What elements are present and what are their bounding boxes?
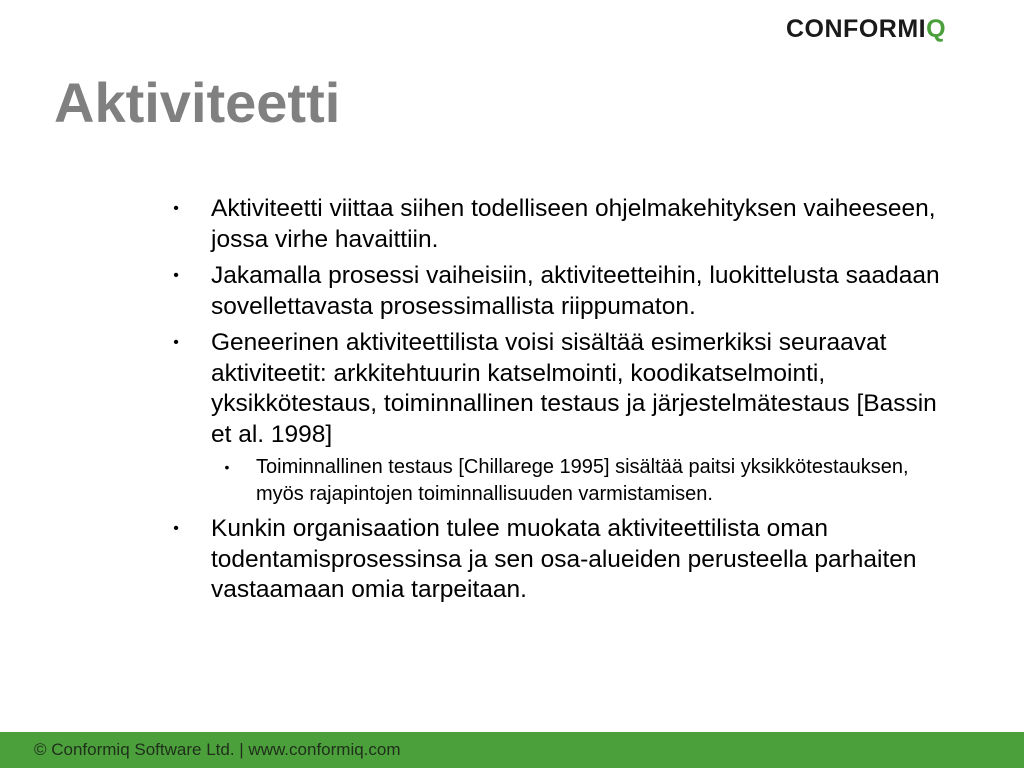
slide-title: Aktiviteetti bbox=[54, 71, 341, 134]
footer-copyright: © Conformiq Software Ltd. | www.conformiq.com bbox=[34, 740, 401, 759]
bullet-item bbox=[170, 194, 950, 255]
bullet-dot: • bbox=[173, 520, 179, 537]
bullet-item bbox=[170, 261, 950, 322]
bullet-item bbox=[170, 514, 950, 606]
footer-bar bbox=[0, 732, 1024, 768]
sub-bullet-item bbox=[211, 454, 950, 508]
logo-accent-letter: Q bbox=[926, 15, 947, 43]
logo-text: CONFORMI bbox=[786, 15, 927, 43]
sub-bullet-text: Toiminnallinen testaus [Chillarege 1995] sisältää paitsi yksikkötestauksen, myös rajapintojen toiminnallisuuden varmistamisen. bbox=[256, 456, 909, 505]
bullet-dot: • bbox=[173, 200, 179, 217]
bullet-text: Kunkin organisaation tulee muokata aktiviteettilista oman todentamisprosessinsa ja sen osa-alueiden perusteella parhaiten vastaamaan omia tarpeitaan. bbox=[211, 515, 917, 603]
bullet-dot: • bbox=[173, 334, 179, 351]
bullet-text: Geneerinen aktiviteettilista voisi sisältää esimerkiksi seuraavat aktiviteetit: arkkitehtuurin katselmointi, koodikatselmointi, yksikkötestaus, toiminnallinen testaus ja järjestelmätestaus [Bassin et al. 1998] bbox=[211, 329, 937, 448]
bullet-dot: • bbox=[173, 267, 179, 284]
bullet-text: Aktiviteetti viittaa siihen todelliseen ohjelmakehityksen vaiheeseen, jossa virhe havaittiin. bbox=[211, 195, 936, 253]
bullet-item bbox=[170, 328, 950, 450]
bullet-text: Jakamalla prosessi vaiheisiin, aktiviteetteihin, luokittelusta saadaan sovellettavasta prosessimallista riippumaton. bbox=[211, 262, 940, 320]
sub-bullet-dot: • bbox=[224, 459, 230, 475]
bullet-list bbox=[170, 194, 950, 612]
conformiq-logo bbox=[786, 12, 976, 46]
